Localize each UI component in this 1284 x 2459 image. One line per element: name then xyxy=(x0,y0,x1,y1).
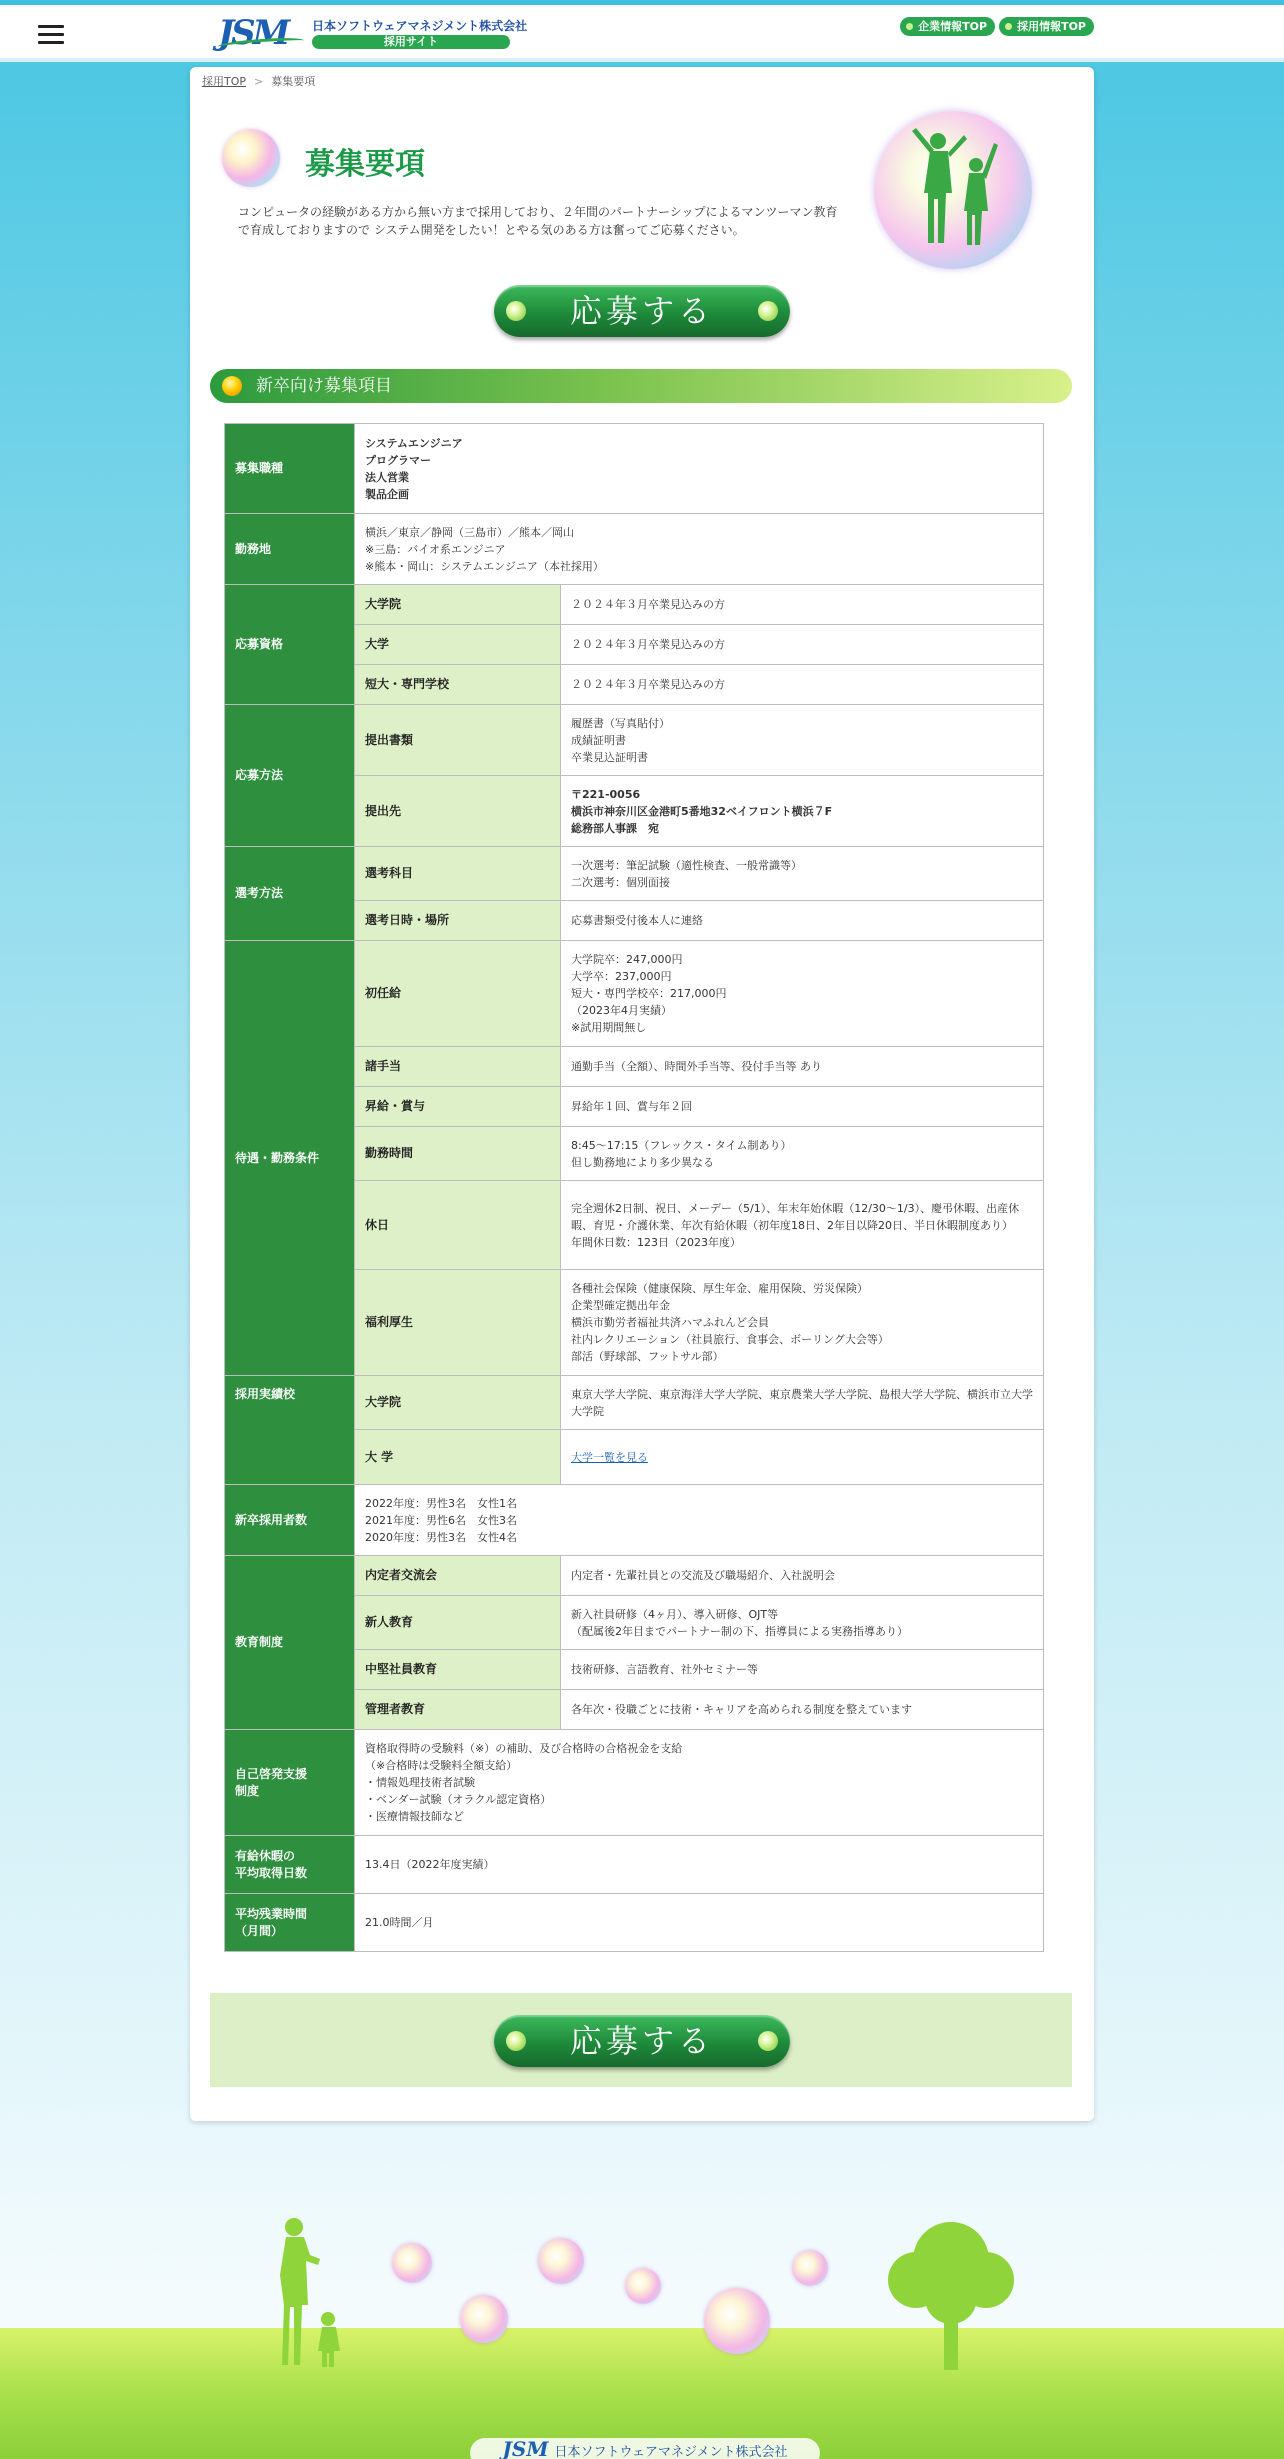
table-row xyxy=(225,847,1044,901)
sub-value: 内定者・先輩社員との交流及び職場紹介、入社説明会 xyxy=(561,1556,1044,1596)
row-label-hires: 新卒採用者数 xyxy=(225,1485,355,1556)
table-row xyxy=(225,1485,1044,1556)
sub-value: 各種社会保険（健康保険、厚生年金、雇用保険、労災保険） 企業型確定拠出年金 横浜市勤労者福祉共済ハマふれんど会員 社内レクリエーション（社員旅行、食事会、ボーリング大会等） 部活（野球部、フットサル部） xyxy=(561,1270,1044,1376)
sub-label: 昇給・賞与 xyxy=(355,1087,561,1127)
button-dot-icon xyxy=(758,301,778,321)
row-label-overtime: 平均残業時間 （月間） xyxy=(225,1894,355,1952)
sub-value: ２０２４年３月卒業見込みの方 xyxy=(561,585,1044,625)
sub-label: 初任給 xyxy=(355,941,561,1047)
menu-icon[interactable] xyxy=(38,25,64,45)
paid-leave-value: 13.4日（2022年度実績） xyxy=(355,1836,1044,1894)
sub-value: 〒221-0056 横浜市神奈川区金港町5番地32ベイフロント横浜７F 総務部人事課 宛 xyxy=(561,776,1044,847)
bubble-decoration xyxy=(460,2295,508,2343)
button-dot-icon xyxy=(506,301,526,321)
row-label-location: 勤務地 xyxy=(225,514,355,585)
self-development-value: 資格取得時の受験料（※）の補助、及び合格時の合格祝金を支給 （※合格時は受験料全額支給） ・情報処理技術者試験 ・ベンダー試験（オラクル認定資格） ・医療情報技師など xyxy=(355,1730,1044,1836)
logo-company-name: 日本ソフトウェアマネジメント株式会社 xyxy=(312,19,528,33)
apply-button-bottom[interactable] xyxy=(494,2015,790,2067)
table-row xyxy=(225,1836,1044,1894)
sub-value: ２０２４年３月卒業見込みの方 xyxy=(561,625,1044,665)
sub-label: 選考科目 xyxy=(355,847,561,901)
sub-label: 諸手当 xyxy=(355,1047,561,1087)
apply-button-label: 応募する xyxy=(569,292,714,330)
sub-label: 管理者教育 xyxy=(355,1690,561,1730)
sub-value: 完全週休2日制、祝日、メーデー（5/1）、年末年始休暇（12/30〜1/3）、慶弔休暇、出産休暇、育児・介護休業、年次有給休暇（初年度18日、2年目以降20日、半日休暇制度あり） 年間休日数：123日（2023年度） xyxy=(561,1181,1044,1270)
apply-button-label: 応募する xyxy=(569,2022,714,2060)
sub-label: 大学院 xyxy=(355,1376,561,1430)
sub-value: 新入社員研修（4ヶ月）、導入研修、OJT等 （配属後2年目までパートナー制の下、指導員による実務指導あり） xyxy=(561,1596,1044,1650)
sub-label: 休日 xyxy=(355,1181,561,1270)
sub-label: 内定者交流会 xyxy=(355,1556,561,1596)
table-row xyxy=(225,941,1044,1047)
breadcrumb-separator: > xyxy=(254,75,264,88)
footer-logo[interactable]: JSM 日本ソフトウェアマネジメント株式会社 xyxy=(470,2438,820,2459)
table-row xyxy=(225,585,1044,625)
row-label-job-types: 募集職種 xyxy=(225,424,355,514)
jsm-logo[interactable]: JSM xyxy=(218,15,308,51)
location-value: 横浜／東京／静岡（三島市）／熊本／岡山 ※三島：バイオ系エンジニア ※熊本・岡山：システムエンジニア（本社採用） xyxy=(355,514,1044,585)
apply-button-top[interactable] xyxy=(494,285,790,337)
sub-label: 大学院 xyxy=(355,585,561,625)
bubble-decoration xyxy=(538,2238,584,2284)
sub-label: 中堅社員教育 xyxy=(355,1650,561,1690)
bubble-decoration xyxy=(704,2288,770,2354)
corporate-top-link[interactable]: 企業情報TOP xyxy=(900,17,995,36)
hires-value: 2022年度：男性3名 女性1名 2021年度：男性6名 女性3名 2020年度：男性3名 女性4名 xyxy=(355,1485,1044,1556)
breadcrumb-current: 募集要項 xyxy=(271,75,316,88)
job-types-value: システムエンジニア プログラマー 法人営業 製品企画 xyxy=(355,424,1044,514)
intro-text: コンピュータの経験がある方から無い方まで採用しており、２年間のパートナーシップによるマンツーマン教育で育成しておりますので システム開発をしたい！とやる気のある方は奮ってご応募ください。 xyxy=(238,205,838,237)
sub-label: 勤務時間 xyxy=(355,1127,561,1181)
recruit-top-link[interactable]: 採用情報TOP xyxy=(999,17,1094,36)
row-label-paid-leave: 有給休暇の 平均取得日数 xyxy=(225,1836,355,1894)
sub-label: 福利厚生 xyxy=(355,1270,561,1376)
overtime-value: 21.0時間／月 xyxy=(355,1894,1044,1952)
site-header xyxy=(0,5,1284,62)
sub-label: 短大・専門学校 xyxy=(355,665,561,705)
sub-value: 技術研修、言語教育、社外セミナー等 xyxy=(561,1650,1044,1690)
row-label-self-development: 自己啓発支援 制度 xyxy=(225,1730,355,1836)
sub-value: 昇給年１回、賞与年２回 xyxy=(561,1087,1044,1127)
sub-value: 履歴書（写真貼付） 成績証明書 卒業見込証明書 xyxy=(561,705,1044,776)
sub-value: 応募書類受付後本人に連絡 xyxy=(561,901,1044,941)
sub-label: 選考日時・場所 xyxy=(355,901,561,941)
sub-value: 東京大学大学院、東京海洋大学大学院、東京農業大学大学院、島根大学大学院、横浜市立大学大学院 xyxy=(561,1376,1044,1430)
table-row xyxy=(225,1376,1044,1430)
breadcrumb xyxy=(202,73,315,89)
row-label-education: 教育制度 xyxy=(225,1556,355,1730)
university-list-link[interactable]: 大学一覧を見る xyxy=(571,1450,648,1464)
row-label-application: 応募方法 xyxy=(225,705,355,847)
main-panel xyxy=(190,67,1094,2121)
table-row xyxy=(225,1894,1044,1952)
button-dot-icon xyxy=(758,2031,778,2051)
tree-icon xyxy=(876,2210,1026,2370)
mother-child-silhouette-icon xyxy=(268,2215,358,2370)
table-row xyxy=(225,1556,1044,1596)
sub-label: 大学 xyxy=(355,625,561,665)
row-label-selection: 選考方法 xyxy=(225,847,355,941)
section-title-text: 新卒向け募集項目 xyxy=(256,376,392,396)
bubble-decoration xyxy=(625,2268,661,2304)
table-row xyxy=(225,514,1044,585)
sub-value: 8:45〜17:15（フレックス・タイム制あり） 但し勤務地により多少異なる xyxy=(561,1127,1044,1181)
celebrating-people-icon xyxy=(894,123,1014,253)
sub-value: 各年次・役職ごとに技術・キャリアを高められる制度を整えています xyxy=(561,1690,1044,1730)
table-row xyxy=(225,705,1044,776)
row-label-conditions: 待遇・勤務条件 xyxy=(225,941,355,1376)
page-title: 募集要項 xyxy=(305,147,425,182)
bubble-decoration xyxy=(792,2250,828,2286)
logo-recruit-label: 採用サイト xyxy=(312,35,510,49)
breadcrumb-home-link[interactable]: 採用TOP xyxy=(202,75,247,88)
sub-label: 提出先 xyxy=(355,776,561,847)
sub-value: ２０２４年３月卒業見込みの方 xyxy=(561,665,1044,705)
table-row xyxy=(225,1730,1044,1836)
sub-label: 新人教育 xyxy=(355,1596,561,1650)
title-bubble-icon xyxy=(222,129,280,187)
requirements-table xyxy=(224,423,1044,1952)
header-links xyxy=(900,17,1094,36)
hero-bubble-image xyxy=(874,111,1032,269)
table-row xyxy=(225,424,1044,514)
bubble-decoration xyxy=(392,2243,432,2283)
sub-label: 大 学 xyxy=(355,1430,561,1485)
sub-label: 提出書類 xyxy=(355,705,561,776)
row-label-qualification: 応募資格 xyxy=(225,585,355,705)
sub-value: 一次選考：筆記試験（適性検査、一般常識等） 二次選考：個別面接 xyxy=(561,847,1044,901)
orange-ball-icon xyxy=(222,376,242,396)
row-label-schools: 採用実績校 xyxy=(225,1376,355,1485)
section-heading-new-grad xyxy=(210,369,1072,403)
sub-value xyxy=(561,1430,1044,1485)
sub-value: 通勤手当（全額）、時間外手当等、役付手当等 あり xyxy=(561,1047,1044,1087)
sub-value: 大学院卒：247,000円 大学卒：237,000円 短大・専門学校卒：217,000円 （2023年4月実績） ※試用期間無し xyxy=(561,941,1044,1047)
button-dot-icon xyxy=(506,2031,526,2051)
